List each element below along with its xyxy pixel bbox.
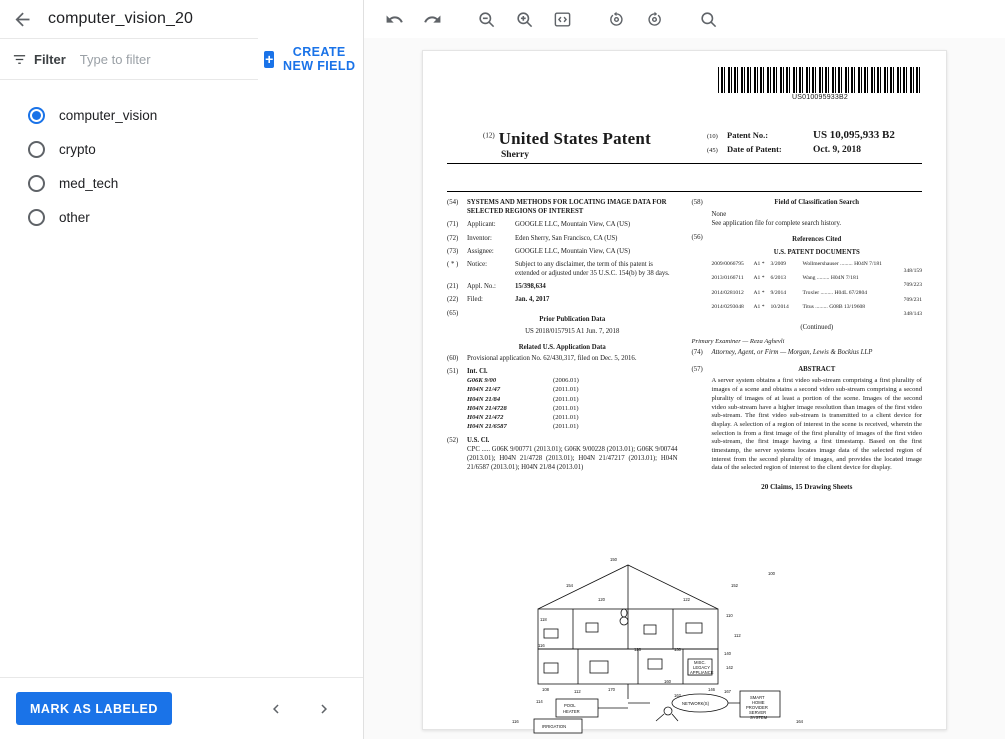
focs-heading: Field of Classification Search [774,199,860,206]
field-title [447,198,678,216]
patent-no-label: Patent No.: [727,130,769,140]
field-code: (71) [447,221,459,229]
field-value: SYSTEMS AND METHODS FOR LOCATING IMAGE DATA FOR SELECTED REGIONS OF INTEREST [467,199,667,216]
int-cl-version: (2011.01) [553,404,579,412]
field-value: GOOGLE LLC, Mountain View, CA (US) [515,221,631,229]
field-value: Subject to any disclaimer, the term of this patent is extended or adjusted under 35 U.S.C. 154(b) by 38 days. [515,260,670,278]
viewer-toolbar [364,0,1005,38]
ref-date: 10/2014 [770,304,789,311]
field-key: Notice: [467,260,488,268]
int-cl-class: H04N 21/4728 [467,404,507,412]
doc-code: (12) [483,131,495,140]
ref-name-class: Wollmershauser ......... H04N 7/181 [802,260,882,267]
date-label: Date of Patent: [727,144,782,154]
mark-as-labeled-button[interactable]: MARK AS LABELED [16,692,172,725]
filter-bar [0,38,363,80]
field-value: Provisional application No. 62/430,317, filed on Dec. 5, 2016. [467,354,637,362]
labeling-sidebar [0,0,364,739]
patent-no-code: (10) [707,133,718,140]
divider [447,163,922,164]
magnifier-plus-icon[interactable] [506,1,542,37]
field-prior-publication [447,309,678,338]
field-value: Attorney, Agent, or Firm — Morgan, Lewis & Bockius LLP [711,349,873,357]
int-cl-version: (2011.01) [553,386,579,394]
sidebar-item-crypto[interactable] [0,132,363,166]
create-new-field-label: CREATE NEW FIELD [283,45,356,73]
drawing-label: 116 [538,643,545,648]
int-cl-class: H04N 21/47 [467,386,501,394]
drawing-label: 114 [536,699,543,704]
filter-icon [12,52,27,67]
int-cl-version: (2011.01) [553,423,579,431]
int-cl-version: (2011.01) [553,414,579,422]
field-code: (21) [447,283,459,291]
filter-label-group [0,39,78,79]
ref-name-class: Troxler ......... H04L 67/2804 [802,289,868,296]
drawing-label: 118 [540,617,547,622]
table-row [712,275,923,282]
drawing-box-label: SERVER [749,710,767,715]
field-code: (51) [447,368,459,376]
field-appl-no [447,282,678,291]
field-code: (54) [447,199,459,206]
left-column [447,198,678,491]
field-classification-search [692,198,923,229]
ref-subclass: 348/143 [903,311,922,318]
viewer-canvas[interactable] [364,38,1005,739]
patent-number-block [701,129,922,160]
magnifier-minus-icon[interactable] [468,1,504,37]
code-brackets-icon[interactable] [544,1,580,37]
field-code: ( * ) [447,260,459,268]
drawing-label: 140 [724,651,731,656]
ref-kind: A1 * [753,260,765,267]
rotate-ccw-icon[interactable] [598,1,634,37]
drawing-label: 160 [664,679,671,684]
sidebar-item-med-tech[interactable] [0,166,363,200]
ref-name-class: Titus ......... G08B 13/19608 [802,304,866,311]
field-code: (74) [691,349,703,357]
focs-line2: See application file for complete search history. [711,220,842,228]
us-cl-value: CPC ..... G06K 9/00771 (2013.01); G06K 9/00228 (2013.01); G06K 9/00744 (2013.01); H04N 21/4728 (2013.01); H04N 21/47217 (2013.01); H04N 21/6587 (2013.01); H04N 21/84 (2013.01) [467,445,678,472]
date-code: (45) [707,147,718,154]
filter-input[interactable] [78,39,258,79]
field-int-cl [447,367,678,431]
field-us-cl [447,436,678,473]
document-viewer [364,0,1005,739]
ref-kind: A1 * [753,275,765,282]
ref-subclass: 709/223 [903,282,922,289]
field-value: Jan. 4, 2017 [515,296,550,304]
ref-kind: A1 * [753,304,765,311]
field-code: (22) [447,296,459,304]
drawing-label: 112 [734,633,741,638]
prior-pub-heading: Prior Publication Data [539,315,606,323]
field-abstract [692,365,923,473]
drawing-label: 116 [512,719,519,724]
continued-note: (Continued) [800,323,834,331]
table-row [712,290,923,297]
patent-front-page-columns [447,198,922,491]
us-documents-heading: U.S. PATENT DOCUMENTS [773,248,860,256]
field-code: (52) [447,436,459,444]
drawing-label: 150 [610,557,617,562]
drawing-label: 146 [708,687,715,692]
primary-examiner: Primary Examiner — Reza Aghevli [691,338,785,346]
drawing-box-label: APPLIANCE [690,670,714,675]
inventor-surname: Sherry [501,150,529,160]
drawing-box-label: PROVIDER [746,705,768,710]
table-row [712,304,923,311]
field-filed [447,295,678,304]
field-notice [447,260,678,278]
drawing-label: 154 [566,583,573,588]
focs-line1: None [711,211,727,219]
int-cl-class: G06K 9/00 [467,377,497,385]
field-key: Filed: [467,296,483,304]
label-option-text: med_tech [59,175,119,191]
drawing-box-label: SMART [750,695,765,700]
field-code: (56) [691,233,703,241]
drawing-label: 122 [683,597,690,602]
radio-icon [28,175,45,192]
radio-icon [28,209,45,226]
patent-drawing [478,551,898,729]
date-value: Oct. 9, 2018 [813,145,862,155]
int-cl-class: H04N 21/472 [467,414,504,422]
claims-sheets-line: 20 Claims, 15 Drawing Sheets [761,483,853,492]
label-option-text: other [59,209,90,225]
ref-number: 2013/0166711 [711,275,744,282]
drawing-label: 100 [768,571,775,576]
int-cl-version: (2006.01) [553,377,579,385]
field-code: (60) [447,354,459,362]
drawing-label: 110 [726,613,733,618]
drawing-label: 152 [731,583,738,588]
pager [265,698,347,720]
field-assignee [447,247,678,256]
rotate-cw-icon[interactable] [636,1,672,37]
ref-date: 3/2009 [770,260,787,267]
field-applicant [447,220,678,229]
int-cl-key: Int. Cl. [467,368,488,376]
plus-icon: + [265,51,274,67]
undo-icon[interactable] [376,1,412,37]
field-code: (58) [691,199,703,206]
drawing-label: 130 [674,647,681,652]
drawing-label: 120 [598,597,605,602]
ref-number: 2009/0066795 [711,260,744,267]
barcode [718,67,922,101]
search-icon[interactable] [690,1,726,37]
radio-icon [28,141,45,158]
label-options-list [0,80,363,677]
drawing-box-label: SYSTEM [750,715,768,720]
sidebar-footer [0,677,363,739]
ref-date: 9/2014 [770,289,787,296]
sidebar-item-other[interactable] [0,200,363,234]
drawing-label: 164 [796,719,803,724]
field-code: (57) [691,366,703,374]
int-cl-class: H04N 21/84 [467,395,501,403]
drawing-box-label: HEATER [563,709,580,714]
patent-header [483,129,922,160]
field-value: GOOGLE LLC, Mountain View, CA (US) [515,247,631,255]
sidebar-header [0,0,363,38]
drawing-label: 167 [724,689,731,694]
drawing-label: 142 [726,665,733,670]
references-heading: References Cited [792,235,842,243]
field-key: Applicant: [467,221,496,229]
drawing-label: 112 [574,689,581,694]
patent-no-value: US 10,095,933 B2 [813,129,895,141]
abstract-heading: ABSTRACT [798,366,836,374]
ref-subclass: 348/159 [903,267,922,274]
label-option-text: computer_vision [59,107,158,123]
page-title: computer_vision_20 [48,10,193,27]
field-references-cited [692,233,923,335]
field-code: (72) [447,234,459,242]
barcode-image [718,67,922,93]
field-inventor [447,234,678,243]
arrow-left-icon[interactable] [10,7,34,31]
chevron-left-icon[interactable] [265,698,287,720]
drawing-box-label: LEGACY [693,665,710,670]
drawing-label: 128 [634,647,641,652]
field-attorney [692,348,923,357]
patent-document-page [422,50,947,730]
field-provisional [447,354,678,363]
field-key: Assignee: [467,247,494,255]
divider [447,191,922,192]
drawing-label: 162 [674,693,681,698]
drawing-box-label: POOL [564,703,576,708]
table-row [712,261,923,268]
ref-number: 2014/0281012 [711,289,744,296]
field-value: Eden Sherry, San Francisco, CA (US) [515,234,618,242]
int-cl-version: (2011.01) [553,395,579,403]
us-cl-key: U.S. Cl. [467,436,490,444]
drawing-box-label: HOME [752,700,765,705]
field-key: Inventor: [467,234,492,242]
chevron-right-icon[interactable] [313,698,335,720]
ref-subclass: 709/231 [903,296,922,303]
drawing-box-label: MISC. [694,660,706,665]
redo-icon[interactable] [414,1,450,37]
sidebar-item-computer-vision[interactable] [0,98,363,132]
ref-kind: A1 * [753,289,765,296]
barcode-number: US010095933B2 [792,94,848,101]
drawing-label: 170 [608,687,615,692]
ref-name-class: Wang ......... H04N 7/181 [802,275,859,282]
right-column [692,198,923,491]
create-new-field-button[interactable] [258,38,363,80]
radio-icon [28,107,45,124]
field-code: (73) [447,247,459,255]
patent-office-heading: United States Patent [498,129,651,148]
label-option-text: crypto [59,141,96,157]
field-key: Appl. No.: [467,283,496,291]
ref-date: 6/2013 [770,275,787,282]
prior-pub-value: US 2018/0157915 A1 Jun. 7, 2018 [525,327,620,335]
patent-title-block [483,129,701,160]
drawing-box-label: NETWORK(S) [682,701,709,706]
filter-label: Filter [34,51,66,67]
drawing-label: 108 [542,687,549,692]
ref-number: 2014/0293048 [711,304,744,311]
related-app-heading: Related U.S. Application Data [518,343,606,351]
drawing-box-label: IRRIGATION [542,724,567,729]
field-code: (65) [447,309,459,317]
field-value: 15/398,634 [515,283,546,291]
abstract-text: A server system obtains a first video sub-stream comprising a first plurality of images of a scene and obtains a second video sub-stream comprising a second plurality of images of at least a portion of the scene. Images of the second video sub-stream have a higher image resolution than images of the first video sub-stream. The first video sub-stream is transmitted to a client device for display. A selection of a region of interest in the scene is received, wherein the selection is from a first image of the first plurality of images of the first video sub-stream, the first image having a first timestamp. Based on the first timestamp, the server systems locates image data of the selected region of interest from the second plurality of images, and provides the located image data of the selected region of interest to the client device for display. [711,377,922,472]
int-cl-class: H04N 21/6587 [467,423,507,431]
